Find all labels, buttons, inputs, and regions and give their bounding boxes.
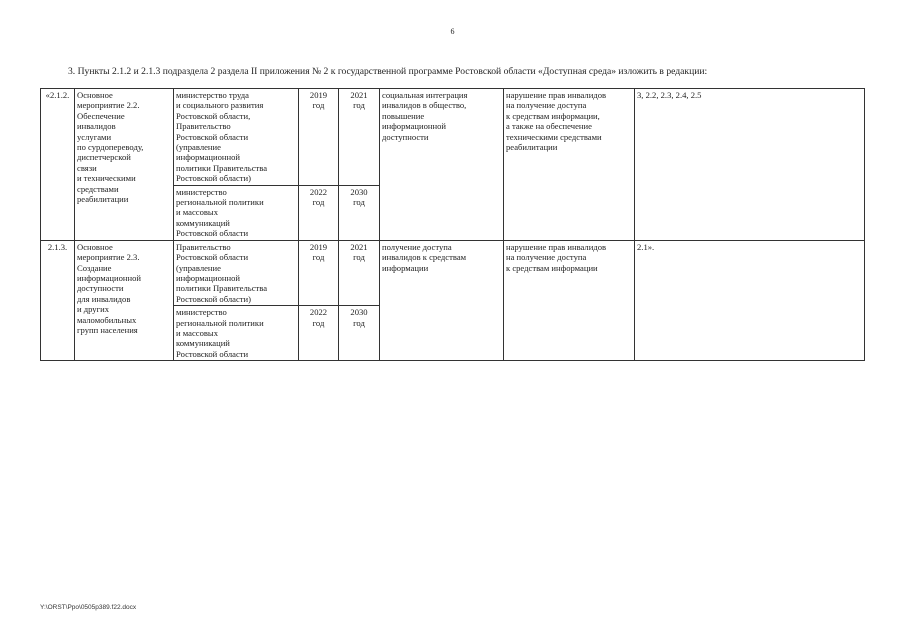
- executor-cell: министерство труда и социального развития Ростовской области, Правительство Ростовской области (управление информационной политики Правительства Ростовской области): [174, 89, 299, 186]
- start-year-cell: 2022 год: [299, 306, 339, 361]
- measures-table: [40, 88, 865, 361]
- expected-result: получение доступа инвалидов к средствам информации: [380, 240, 504, 360]
- row-number: «2.1.2.: [41, 89, 75, 241]
- intro-paragraph: 3. Пункты 2.1.2 и 2.1.3 подраздела 2 раздела II приложения № 2 к государственной программе Ростовской области «Доступная среда» изложить в редакции:: [68, 66, 708, 77]
- file-path-footer: Y:\ORST\Ppo\0505p389.f22.docx: [40, 604, 137, 611]
- executor-cell: министерство региональной политики и массовых коммуникаций Ростовской области: [174, 306, 299, 361]
- row-number: 2.1.3.: [41, 240, 75, 360]
- expected-result: социальная интеграция инвалидов в общество, повышение информационной доступности: [380, 89, 504, 241]
- consequence-cell: нарушение прав инвалидов на получение доступа к средствам информации: [504, 240, 635, 360]
- start-year-cell: 2019 год: [299, 240, 339, 305]
- page-number: 6: [450, 27, 455, 36]
- start-year-cell: 2022 год: [299, 185, 339, 240]
- end-year-cell: 2030 год: [339, 306, 380, 361]
- measure-name: Основное мероприятие 2.2. Обеспечение инвалидов услугами по сурдопереводу, диспетчерской связи и техническими средствами реабилитации: [75, 89, 174, 241]
- indicator-links: 2.1».: [635, 240, 865, 360]
- executor-cell: Правительство Ростовской области (управление информационной политики Правительства Ростовской области): [174, 240, 299, 305]
- end-year-cell: 2021 год: [339, 240, 380, 305]
- executor-cell: министерство региональной политики и массовых коммуникаций Ростовской области: [174, 185, 299, 240]
- indicator-links: 3, 2.2, 2.3, 2.4, 2.5: [635, 89, 865, 241]
- end-year-cell: 2021 год: [339, 89, 380, 186]
- start-year-cell: 2019 год: [299, 89, 339, 186]
- end-year-cell: 2030 год: [339, 185, 380, 240]
- consequence-cell: нарушение прав инвалидов на получение доступа к средствам информации, а также на обеспечение техническими средствами реабилитации: [504, 89, 635, 241]
- measure-name: Основное мероприятие 2.3. Создание информационной доступности для инвалидов и других маломобильных групп населения: [75, 240, 174, 360]
- table-row: [41, 240, 865, 305]
- table-row: [41, 89, 865, 186]
